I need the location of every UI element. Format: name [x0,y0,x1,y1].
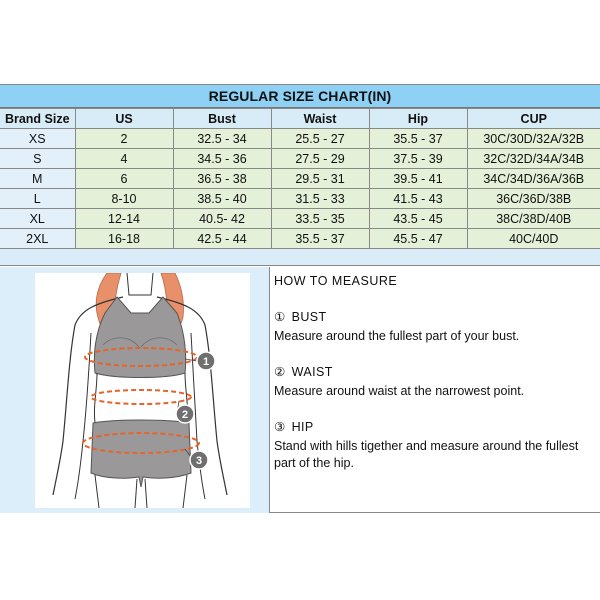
measure-guide [0,267,600,513]
table-row [0,169,600,189]
cell-brand-size: 2XL [0,229,75,249]
table-row [0,189,600,209]
column-header-waist: Waist [271,109,369,129]
step-description: Measure around the fullest part of your bust. [274,329,520,343]
cell-bust: 40.5- 42 [173,209,271,229]
cell-us: 4 [75,149,173,169]
cell-us: 8-10 [75,189,173,209]
right-leg [183,475,187,508]
cell-brand-size: S [0,149,75,169]
table-row [0,129,600,149]
left-arm-inner [75,333,91,499]
column-header-brand-size: Brand Size [0,109,75,129]
table-header-row [0,109,600,129]
cell-hip: 39.5 - 41 [369,169,467,189]
body-measurement-illustration [35,273,250,508]
step-waist [274,364,594,400]
size-chart-sheet [0,84,600,513]
measure-instructions [270,267,600,513]
cell-brand-size: M [0,169,75,189]
cell-hip: 37.5 - 39 [369,149,467,169]
figure-panel [0,267,270,513]
step-title: BUST [291,310,327,324]
cell-cup: 36C/36D/38B [467,189,600,209]
inner-leg-right [145,479,147,508]
step-number: ② [274,365,286,379]
marker-2 [176,405,194,423]
cell-bust: 32.5 - 34 [173,129,271,149]
cell-bust: 38.5 - 40 [173,189,271,209]
step-hip [274,419,594,472]
table-row [0,209,600,229]
cell-hip: 43.5 - 45 [369,209,467,229]
cell-us: 12-14 [75,209,173,229]
column-header-us: US [75,109,173,129]
cell-us: 6 [75,169,173,189]
column-header-hip: Hip [369,109,467,129]
neck [127,273,153,295]
cell-hip: 45.5 - 47 [369,229,467,249]
cell-brand-size: XL [0,209,75,229]
cell-waist: 27.5 - 29 [271,149,369,169]
figure-card [35,273,250,508]
cell-hip: 41.5 - 43 [369,189,467,209]
cell-cup: 34C/34D/36A/36B [467,169,600,189]
cell-us: 16-18 [75,229,173,249]
step-number: ① [274,310,286,324]
cell-cup: 40C/40D [467,229,600,249]
svg-text:2: 2 [181,409,189,421]
cell-cup: 38C/38D/40B [467,209,600,229]
cell-bust: 36.5 - 38 [173,169,271,189]
cell-hip: 35.5 - 37 [369,129,467,149]
size-table [0,108,600,249]
step-title: WAIST [291,365,333,379]
inner-leg-left [135,479,137,508]
step-description: Measure around waist at the narrowest point. [274,384,525,398]
cell-waist: 33.5 - 35 [271,209,369,229]
table-spacer [0,249,600,266]
cell-brand-size: XS [0,129,75,149]
cell-waist: 35.5 - 37 [271,229,369,249]
column-header-bust: Bust [173,109,271,129]
cell-cup: 32C/32D/34A/34B [467,149,600,169]
svg-text:1: 1 [202,356,210,368]
cell-brand-size: L [0,189,75,209]
cell-waist: 31.5 - 33 [271,189,369,209]
left-leg [95,475,99,508]
column-header-cup: CUP [467,109,600,129]
cell-bust: 42.5 - 44 [173,229,271,249]
cell-cup: 30C/30D/32A/32B [467,129,600,149]
waist-measure-line [91,390,191,404]
torso-left [94,373,97,423]
table-row [0,229,600,249]
step-number: ③ [274,420,286,434]
svg-text:3: 3 [195,455,203,467]
instructions-heading: HOW TO MEASURE [274,274,398,288]
marker-1 [197,352,215,370]
step-bust [274,309,594,345]
table-row [0,149,600,169]
step-title: HIP [291,420,314,434]
cell-bust: 34.5 - 36 [173,149,271,169]
cell-us: 2 [75,129,173,149]
chart-title: REGULAR SIZE CHART(IN) [0,85,600,108]
step-description: Stand with hills tigether and measure around the fullest part of the hip. [274,439,579,470]
cell-waist: 25.5 - 27 [271,129,369,149]
cell-waist: 29.5 - 31 [271,169,369,189]
marker-3 [190,451,208,469]
